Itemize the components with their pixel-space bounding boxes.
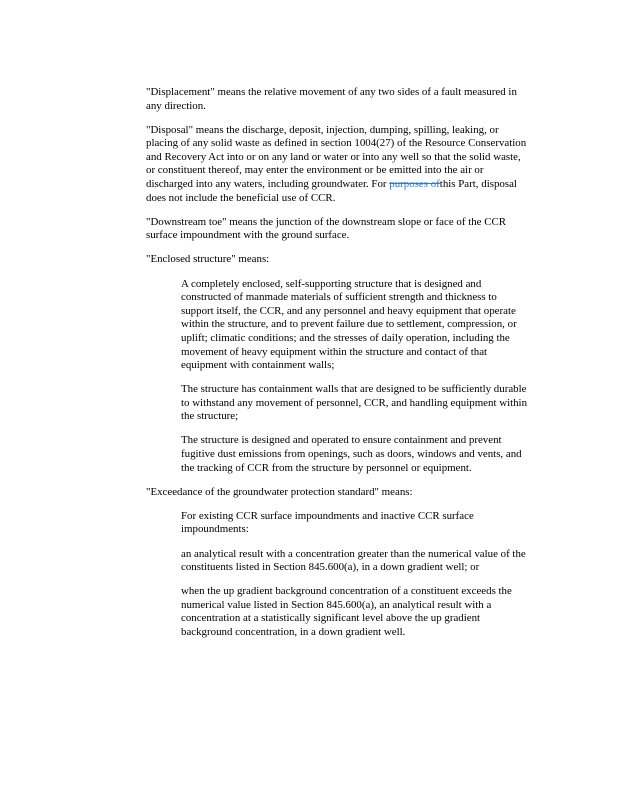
definition-exceedance: "Exceedance of the groundwater protection standard" means: xyxy=(146,485,413,498)
definition-displacement: "Displacement" means the relative movement of any two sides of a fault measured in any direction. xyxy=(146,86,517,112)
exceedance-item: when the up gradient background concentration of a constituent exceeds the numerical value listed in Section 845.600(a), an analytical result with a concentration at a statistically significant level above the up gradient background concentration, in a down gradient well. xyxy=(181,585,512,638)
document-body xyxy=(146,86,531,650)
disposal-text-continued: this Part, disposal does not include the beneficial use of CCR. xyxy=(146,178,517,204)
deleted-text: purposes of xyxy=(389,178,440,191)
definition-enclosed-structure: "Enclosed structure" means: xyxy=(146,253,270,266)
enclosed-structure-item: A completely enclosed, self-supporting structure that is designed and constructed of manmade materials of sufficient strength and thickness to support itself, the CCR, and any personnel and heavy equipment that operate within the structure, and to prevent failure due to settlement, compression, or uplift; climatic conditions; and the stresses of daily operation, including the movement of heavy equipment within the structure and contact of that equipment with containment walls; xyxy=(181,277,517,372)
exceedance-item: For existing CCR surface impoundments and inactive CCR surface impoundments: xyxy=(181,509,474,536)
exceedance-item: an analytical result with a concentration greater than the numerical value of the constituents listed in Section 845.600(a), in a down gradient well; or xyxy=(181,547,526,574)
enclosed-structure-item: The structure is designed and operated to ensure containment and prevent fugitive dust emissions from openings, such as doors, windows and vents, and the tracking of CCR from the structure by personnel or equipment. xyxy=(181,434,522,474)
disposal-text: "Disposal" means the discharge, deposit, injection, dumping, spilling, leaking, or placing of any solid waste as defined in section 1004(27) of the Resource Conservation and Recovery Act into or on any land or water or into any well so that the solid waste, or constituent thereof, may enter the environment or be emitted into the air or discharged into any waters, including groundwater. For xyxy=(146,123,527,191)
definition-disposal xyxy=(146,124,531,206)
enclosed-structure-item: The structure has containment walls that are designed to be sufficiently durable to withstand any movement of personnel, CCR, and handling equipment within the structure; xyxy=(181,383,528,423)
definition-downstream-toe: "Downstream toe" means the junction of the downstream slope or face of the CCR surface impoundment with the ground surface. xyxy=(146,215,507,242)
